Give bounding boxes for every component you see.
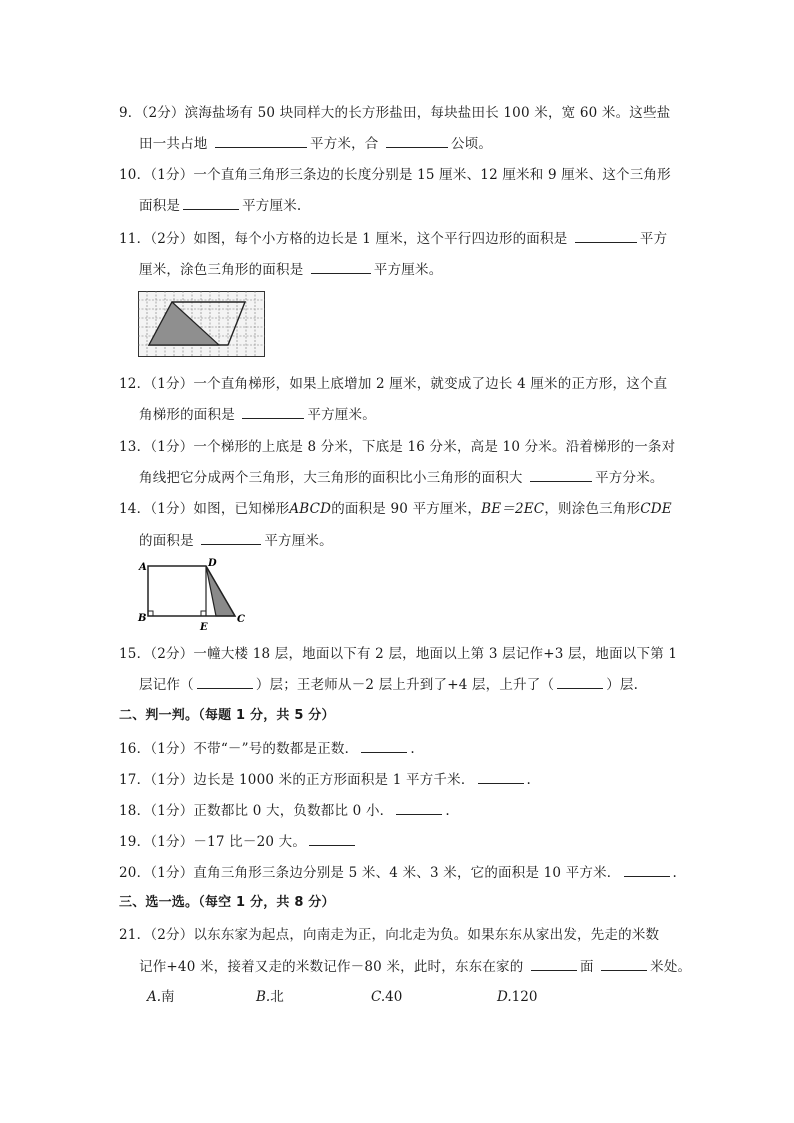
q21-option-c[interactable] [371,987,402,1007]
q16-end: . [410,741,415,757]
option-b-letter: B. [256,989,271,1005]
q19-line [119,831,358,852]
q14-text-c: ，则涂色三角形 [544,501,641,517]
q11-blank-1[interactable] [575,228,637,243]
q10-text-b: 平方厘米. [242,198,302,214]
q11-grid-figure [138,291,265,357]
q15-text-a: 层记作（ [139,677,194,693]
q19-blank[interactable] [309,831,355,846]
option-a-letter: A. [147,989,162,1005]
q21-option-b[interactable] [256,987,284,1007]
q9-text-b: 平方米，合 [310,136,379,152]
q21-option-d[interactable] [497,987,537,1007]
q14-trapezoid-figure [136,556,254,634]
q18-end: . [445,803,450,819]
section-2-heading: 二、判一判。（每题 1 分，共 5 分） [119,708,335,723]
option-d-text: 120 [511,989,538,1005]
q12-line1: 12．（1分）一个直角梯形，如果上底增加 2 厘米，就变成了边长 4 厘米的正方形，这个直 [119,376,668,392]
q12-text-b: 平方厘米。 [307,407,376,423]
q19-text: 19．（1分）－17 比－20 大。 [119,834,307,850]
q9-text-a: 田一共占地 [139,136,208,152]
q11-line1 [119,228,667,249]
q16-text: 16．（1分）不带“－”号的数都是正数． [119,741,359,757]
q21-blank-1[interactable] [531,956,577,971]
q18-line [119,800,450,821]
q18-blank[interactable] [396,800,442,815]
q10-line1: 10．（1分）一个直角三角形三条边的长度分别是 15 厘米、12 厘米和 9 厘米、这个三角形 [119,167,671,183]
q20-text: 20．（1分）直角三角形三条边分别是 5 米、4 米、3 米，它的面积是 10 平方米． [119,865,621,881]
q21-blank-2[interactable] [601,956,647,971]
q15-text-c: ）层. [606,677,639,693]
q13-text-a: 角线把它分成两个三角形，大三角形的面积比小三角形的面积大 [139,470,523,486]
q21-option-a[interactable] [147,987,175,1007]
q15-blank-2[interactable] [557,674,603,689]
q14-line1 [119,499,672,519]
q11-text-a: 11．（2分）如图，每个小方格的边长是 1 厘米，这个平行四边形的面积是 [119,231,568,247]
q11-blank-2[interactable] [311,259,371,274]
q16-line [119,738,415,759]
q9-line2 [139,133,492,154]
q9-blank-1[interactable] [215,133,307,148]
q17-blank[interactable] [478,769,524,784]
option-c-letter: C. [371,989,386,1005]
section-3-heading: 三、选一选。（每空 1 分，共 8 分） [119,895,335,910]
label-a: A [139,562,147,573]
q18-text: 18．（1分）正数都比 0 大，负数都比 0 小． [119,803,394,819]
q11-text-c: 厘米，涂色三角形的面积是 [139,262,304,278]
label-b: B [138,613,147,624]
q15-line1: 15．（2分）一幢大楼 18 层，地面以下有 2 层，地面以上第 3 层记作+3 层，地面以下第 1 [119,646,678,662]
q14-cde: CDE [640,501,672,517]
q14-text-b: 的面积是 90 平方厘米， [331,501,482,517]
q15-text-b: ）层；王老师从－2 层上升到了+4 层，上升了（ [255,677,555,693]
option-b-text: 北 [270,989,284,1005]
grid-border [139,292,265,357]
q12-blank[interactable] [242,404,304,419]
option-a-text: 南 [161,989,175,1005]
q17-line [119,769,531,790]
q20-end: . [672,865,678,881]
q12-text-a: 角梯形的面积是 [139,407,235,423]
q14-blank[interactable] [201,530,261,545]
q13-line1: 13．（1分）一个梯形的上底是 8 分米，下底是 16 分米，高是 10 分米。沿着梯形的一条对 [119,439,676,455]
label-e: E [200,622,208,633]
label-d: D [208,558,217,569]
q9-line1: 9．（2分）滨海盐场有 50 块同样大的长方形盐田，每块盐田长 100 米，宽 60 米。这些盐 [119,105,671,121]
q14-text-d: 的面积是 [139,533,194,549]
q10-text-a: 面积是 [139,198,181,214]
q10-line2 [139,195,301,216]
q21-text-b: 面 [579,959,594,975]
q14-text-a: 14．（1分）如图，已知梯形 [119,501,290,517]
q14-abcd: ABCD [289,501,332,517]
q11-line2 [139,259,442,280]
q17-text: 17．（1分）边长是 1000 米的正方形面积是 1 平方千米． [119,772,475,788]
q20-blank[interactable] [624,862,670,877]
q21-text-c: 米处。 [650,959,692,975]
q15-line2 [139,674,638,695]
q10-blank[interactable] [183,195,239,210]
option-d-letter: D. [497,989,512,1005]
q9-blank-2[interactable] [386,133,448,148]
q14-be: BE＝2EC [481,501,545,517]
option-c-text: 40 [385,989,403,1005]
q9-text-c: 公顷。 [451,136,493,152]
q14-line2 [139,530,333,551]
q14-text-e: 平方厘米。 [264,533,333,549]
label-c: C [237,614,245,625]
q17-end: . [526,772,532,788]
q15-blank-1[interactable] [197,674,253,689]
q12-line2 [139,404,376,425]
q11-text-b: 平方 [639,231,668,247]
q20-line [119,862,677,883]
q21-line2 [139,956,691,977]
q21-line1: 21．（2分）以东东家为起点，向南走为正，向北走为负。如果东东从家出发，先走的米数 [119,927,660,943]
q21-text-a: 记作+40 米，接着又走的米数记作－80 米，此时，东东在家的 [139,959,524,975]
q13-text-b: 平方分米。 [595,470,664,486]
q13-blank[interactable] [530,467,592,482]
q16-blank[interactable] [361,738,407,753]
q11-text-d: 平方厘米。 [373,262,443,278]
q13-line2 [139,467,664,488]
